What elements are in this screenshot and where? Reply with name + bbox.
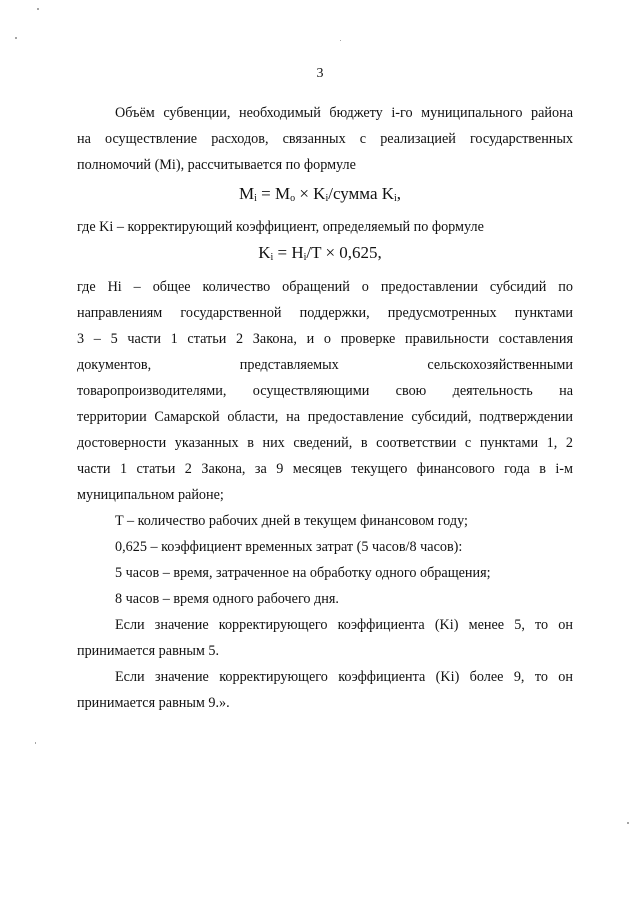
formula1-lhs-sub: i (254, 193, 257, 204)
definition-t: T – количество рабочих дней в текущем финансовом году; (115, 513, 468, 529)
paragraph4-line-2: принимается равным 9.». (77, 695, 230, 711)
paragraph3-line-2: принимается равным 5. (77, 643, 220, 659)
paragraph2-line-7: достоверности указанных в них сведений, в соответствии с пунктами 1, 2 (77, 435, 573, 451)
scan-speck (627, 822, 629, 824)
scan-speck (340, 40, 341, 41)
paragraph2-line-5: товаропроизводителями, осуществляющими свою деятельность на (77, 383, 573, 399)
scan-speck (37, 8, 39, 10)
formula-coefficient (0, 243, 640, 263)
paragraph4-line-1: Если значение корректирующего коэффициента (Ki) более 9, то он (115, 669, 573, 685)
formula1-eq: = M (256, 184, 291, 203)
paragraph2-line-6: территории Самарской области, на предоставление субсидий, подтверждении (77, 409, 573, 425)
formula1-k2-sub: i (394, 193, 397, 204)
paragraph2-line-1: где Hi – общее количество обращений о предоставлении субсидий по (77, 279, 573, 295)
paragraph1-line-2: на осуществление расходов, связанных с реализацией государственных (77, 131, 573, 147)
definition-5-hours: 5 часов – время, затраченное на обработку одного обращения; (115, 565, 491, 581)
paragraph2-line-4: документов, представляемых сельскохозяйственными (77, 357, 573, 373)
paragraph2-line-2: направлениям государственной поддержки, предусмотренных пунктами (77, 305, 573, 321)
paragraph2-line-9: муниципальном районе; (77, 487, 224, 503)
formula2-eq: = H (273, 243, 304, 262)
formula1-m-sub: o (290, 193, 296, 204)
formula2-k: K (258, 243, 271, 262)
page-number: 3 (316, 66, 324, 81)
formula2-rest: /T × 0,625, (306, 243, 382, 262)
paragraph2-line-3: 3 – 5 части 1 статьи 2 Закона, и о проверке правильности составления (77, 331, 573, 347)
paragraph2-line-8: части 1 статьи 2 Закона, за 9 месяцев текущего финансового года в i-м (77, 461, 573, 477)
scan-speck (15, 37, 17, 39)
paragraph3-line-1: Если значение корректирующего коэффициента (Ki) менее 5, то он (115, 617, 573, 633)
paragraph1-line-1: Объём субвенции, необходимый бюджету i-го муниципального района (115, 105, 573, 121)
formula1-k-sub: i (325, 193, 329, 204)
formula1-end: , (396, 184, 402, 203)
scan-speck (35, 742, 36, 744)
formula-subvention (0, 184, 640, 204)
definition-8-hours: 8 часов – время одного рабочего дня. (115, 591, 339, 607)
formula2-k-sub: i (270, 252, 274, 263)
formula1-lhs: M (238, 184, 255, 203)
line-ki-definition: где Ki – корректирующий коэффициент, определяемый по формуле (77, 219, 484, 235)
formula1-rest: /сумма K (328, 184, 395, 203)
paragraph1-line-3: полномочий (Mi), рассчитывается по формуле (77, 157, 356, 173)
formula2-h-sub: i (303, 252, 307, 263)
formula1-mid: × K (295, 184, 326, 203)
definition-coefficient: 0,625 – коэффициент временных затрат (5 часов/8 часов): (115, 539, 463, 555)
